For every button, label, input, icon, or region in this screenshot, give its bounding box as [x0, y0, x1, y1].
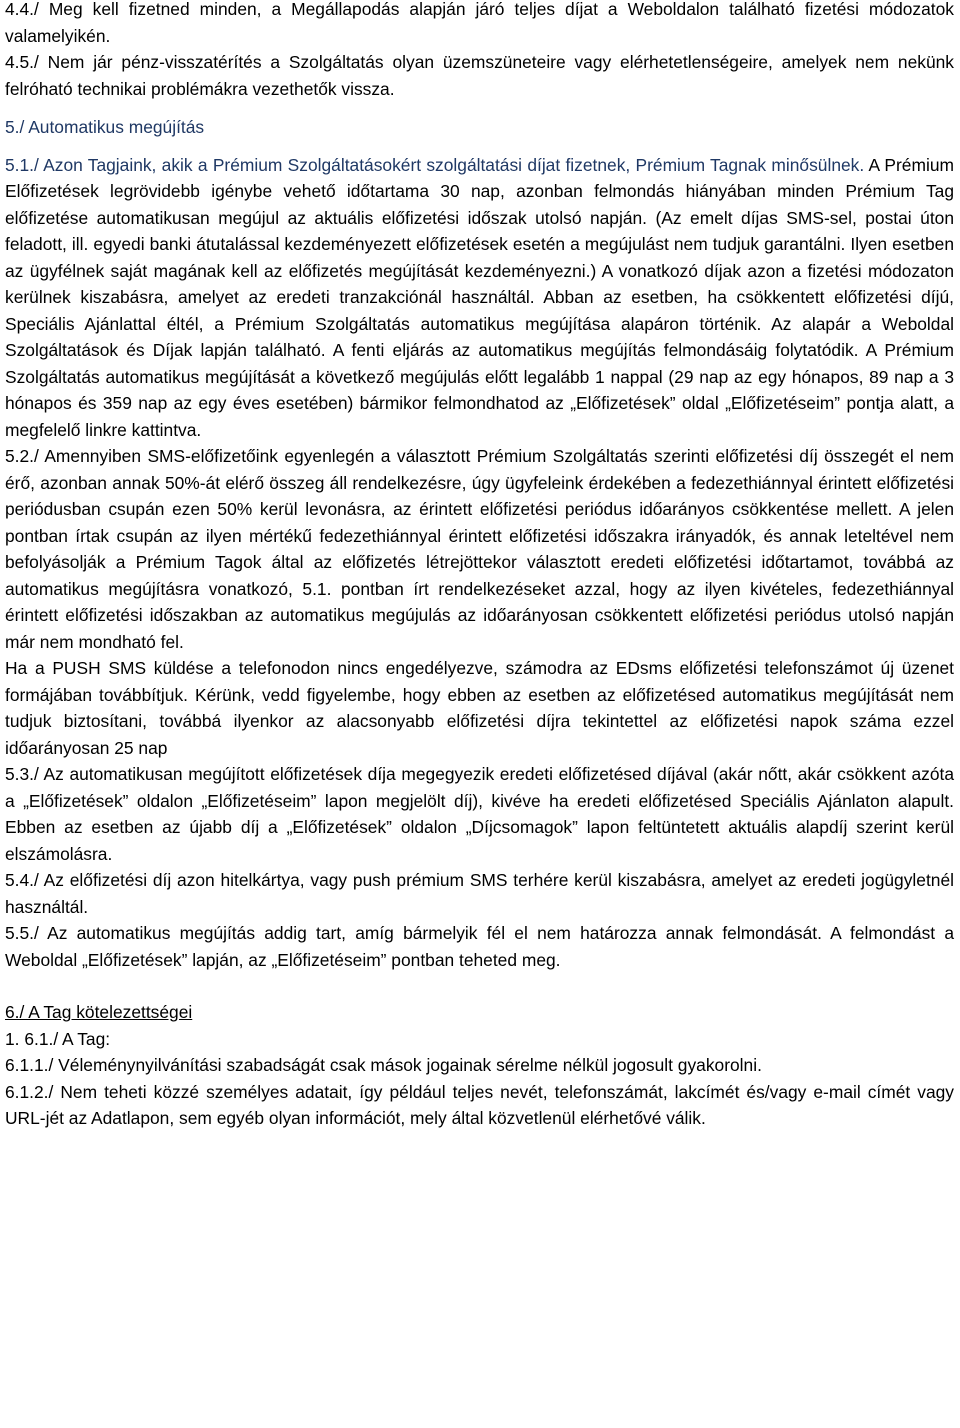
section-heading-6-text: 6./ A Tag kötelezettségei: [5, 1002, 193, 1022]
paragraph-6-1-1: 6.1.1./ Véleménynyilvánítási szabadságát csak mások jogainak sérelme nélkül jogosult gyakorolni.: [5, 1055, 762, 1075]
paragraph-6-1: 1. 6.1./ A Tag:: [5, 1028, 111, 1049]
paragraph-5-5: 5.5./ Az automatikus megújítás addig tart, amíg bármelyik fél el nem határozza annak felmondását. A felmondást a Weboldal „Előfizetések” lapján, az „Előfizetéseim” pontban teheted meg.: [5, 923, 954, 970]
paragraph-5-1: [5, 152, 954, 444]
paragraph-6-1-2: 6.1.2./ Nem teheti közzé személyes adatait, így például teljes nevét, telefonszámát, lakcímét és/vagy e-mail címét vagy URL-jét az Adatlapon, sem egyéb olyan információt, mely által közvetlenül elérhetővé válik.: [5, 1081, 954, 1128]
paragraph-4-4: 4.4./ Meg kell fizetned minden, a Megállapodás alapján járó teljes díjat a Weboldalon található fizetési módozatok valamelyikén.: [5, 0, 954, 46]
paragraph-5-4: 5.4./ Az előfizetési díj azon hitelkártya, vagy push prémium SMS terhére kerül kiszabásra, amelyet az eredeti jogügyletnél használtál.: [5, 870, 954, 917]
section-heading-6: [5, 999, 954, 1026]
paragraph-5-2: 5.2./ Amennyiben SMS-előfizetőink egyenlegén a választott Prémium Szolgáltatás szerinti előfizetési díj összegét el nem érő, azonban annak 50%-át elérő összeg áll rendelkezésre, úgy ügyfeleink érdekében a fedezethiánnyal érintett előfizetési periódusban csupán ezen 50% kerül levonásra, az érintett előfizetési periódus időarányos csökkentése mellett. A jelen pontban írtak csupán az ilyen mértékű fedezethiánnyal érintett előfizetési időszakra irányadók, és annak leteltével nem befolyásolják a Prémium Tagok által az előfizetés létrejöttekor választott eredeti előfizetési időtartamot, továbbá az automatikus megújításra vonatkozó, 5.1. pontban írt rendelkezéseket azzal, hogy az ilyen kivételes, fedezethiánnyal érintett előfizetési időszakban az automatikus megújulás az időarányosan csökkentett előfizetési periódus utolsó napján már nem mondható fel.: [5, 446, 954, 652]
paragraph-4-5: 4.5./ Nem jár pénz-visszatérítés a Szolgáltatás olyan üzemszüneteire vagy elérhetetlenségeire, amelyek nem nekünk felróható technikai problémákra vezethetők vissza.: [5, 52, 954, 99]
paragraph-5-1-body: A Prémium Előfizetések legrövidebb igénybe vehető időtartama 30 nap, azonban felmondás hiányában minden Prémium Tag előfizetése automatikusan megújul az aktuális előfizetési időszak utolsó napján. (Az emelt díjas SMS-sel, postai úton feladott, ill. egyedi banki átutalással kezdeményezett előfizetések esetén a megújulást nem tudjuk garantálni. Ilyen esetben az ügyfélnek saját magának kell az előfizetés megújítását kezdeményezni.) A vonatkozó díjak azon a fizetési módozaton kerülnek kiszabásra, amelyet az eredeti tranzakciónál használtál. Abban az esetben, ha csökkentett előfizetési díjú, Speciális Ajánlattal éltél, a Prémium Szolgáltatás automatikus megújítása alapáron történik. Az alapár a Weboldal Szolgáltatások és Díjak lapján található. A fenti eljárás az automatikus megújítás felmondásáig folytatódik. A Prémium Szolgáltatás automatikus megújítását a következő megújulás előtt legalább 1 nappal (29 nap az egy hónapos, 89 nap a 3 hónapos és 359 nap az egy éves esetében) bármikor felmondhatod az „Előfizetések” oldal „Előfizetéseim” pontja alatt, a megfelelő linkre kattintva.: [5, 154, 954, 440]
section-heading-5: 5./ Automatikus megújítás: [5, 117, 205, 137]
paragraph-5-1-lead: 5.1./ Azon Tagjaink, akik a Prémium Szolgáltatásokért szolgáltatási díjat fizetnek, Prémium Tagnak minősülnek.: [5, 154, 865, 175]
paragraph-push-sms: Ha a PUSH SMS küldése a telefonodon nincs engedélyezve, számodra az EDsms előfizetési telefonszámot új üzenet formájában továbbítjuk. Kérünk, vedd figyelembe, hogy ebben az esetben az előfizetésed automatikus megújítását nem tudjuk biztosítani, továbbá ilyenkor az alacsonyabb előfizetési díjra tekintettel az előfizetési napok száma ezzel időarányosan 25 nap: [5, 658, 954, 758]
paragraph-5-3: 5.3./ Az automatikusan megújított előfizetések díja megegyezik eredeti előfizetésed díjával (akár nőtt, akár csökkent azóta a „Előfizetések” oldalon „Előfizetéseim” lapon megjelölt díj), kivéve ha eredeti előfizetésed Speciális Ajánlaton alapult. Ebben az esetben az újabb díj a „Előfizetések” oldalon „Díjcsomagok” lapon feltüntetett aktuális alapdíj szerint kerül elszámolásra.: [5, 764, 954, 864]
